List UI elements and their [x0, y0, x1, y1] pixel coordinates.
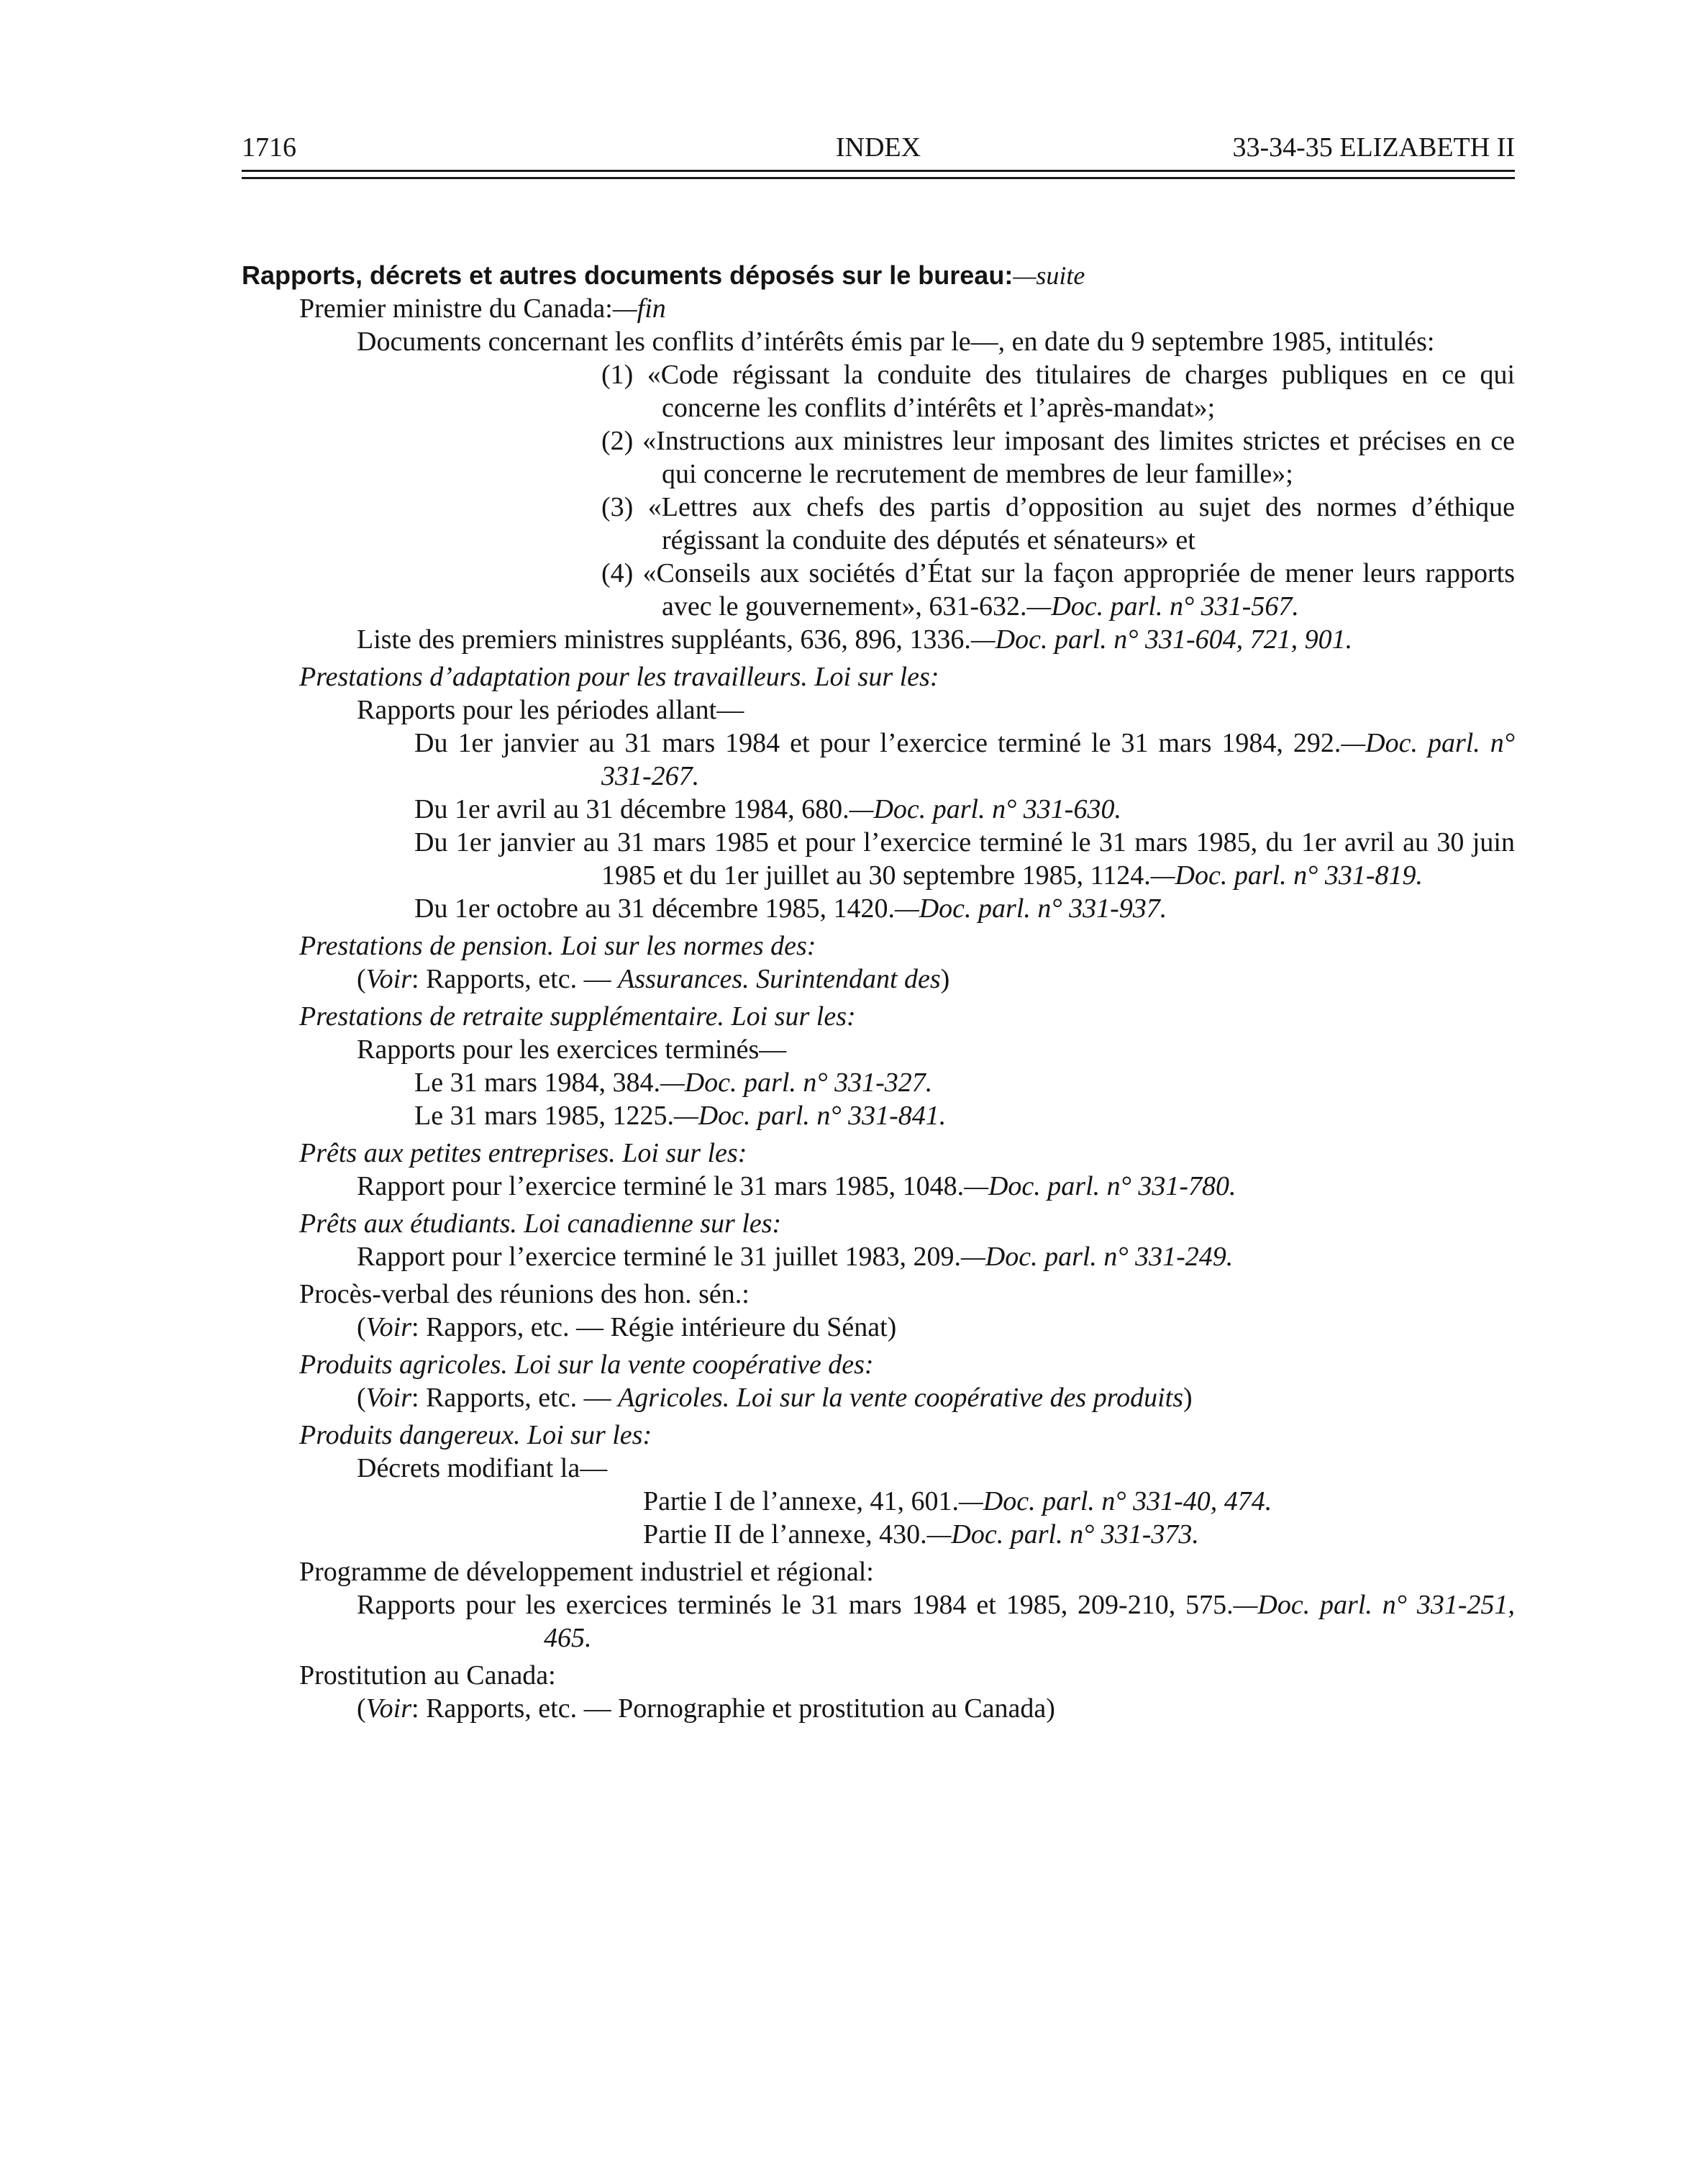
- entry-programme-developpement: [242, 1555, 1515, 1655]
- list-item: Du 1er octobre au 31 décembre 1985, 1420.—Doc. parl. n° 331-937.: [414, 893, 1167, 924]
- entry-proces-verbal: [242, 1278, 1515, 1344]
- entry-text: Rapport pour l’exercice terminé le 31 juillet 1983, 209.—Doc. parl. n° 331-249.: [357, 1242, 1234, 1272]
- entry-text: Liste des premiers ministres suppléants, 636, 896, 1336.—Doc. parl. n° 331-604, 721, 901.: [357, 624, 1353, 655]
- see-reference: (Voir: Rapports, etc. — Pornographie et prostitution au Canada): [357, 1693, 1055, 1724]
- entry-text: Décrets modifiant la—: [357, 1453, 608, 1483]
- entry-title: Programme de développement industriel et régional:: [299, 1557, 874, 1587]
- entry-title: Prestations de retraite supplémentaire. Loi sur les:: [299, 1001, 856, 1032]
- list-item: Partie I de l’annexe, 41, 601.—Doc. parl. n° 331-40, 474.: [643, 1486, 1272, 1516]
- entry-prestations-pension: [242, 929, 1515, 996]
- list-item: Le 31 mars 1984, 384.—Doc. parl. n° 331-327.: [414, 1068, 933, 1098]
- see-reference: (Voir: Rapports, etc. — Assurances. Surintendant des): [357, 964, 950, 994]
- index-content: [242, 259, 1515, 1729]
- list-item: Du 1er janvier au 31 mars 1984 et pour l’exercice terminé le 31 mars 1984, 292.—Doc. parl. n° 331-267.: [414, 728, 1515, 791]
- list-item: (2) «Instructions aux ministres leur imposant des limites strictes et précises en ce qui concerne le recrutement de membres de leur famille»;: [601, 426, 1515, 489]
- entry-text: Rapports pour les exercices terminés—: [357, 1034, 787, 1065]
- header-rule-bottom: [242, 177, 1515, 179]
- entry-title: Prêts aux étudiants. Loi canadienne sur les:: [299, 1209, 782, 1239]
- page-title: INDEX: [835, 132, 921, 163]
- list-item: (1) «Code régissant la conduite des titulaires de charges publiques en ce qui concerne les conflits d’intérêts et l’après-mandat»;: [601, 360, 1516, 423]
- entry-produits-agricoles: [242, 1348, 1515, 1414]
- entry-title: Produits dangereux. Loi sur les:: [299, 1420, 652, 1450]
- list-item: (4) «Conseils aux sociétés d’État sur la façon appropriée de mener leurs rapports avec le gouvernement», 631-632.—Doc. parl. n° 331-567.: [601, 558, 1515, 622]
- entry-title: Prêts aux petites entreprises. Loi sur les:: [299, 1138, 747, 1168]
- list-item: Du 1er janvier au 31 mars 1985 et pour l’exercice terminé le 31 mars 1985, du 1er avril au 30 juin 1985 et du 1er juillet au 30 septembre 1985, 1124.—Doc. parl. n° 331-819.: [414, 827, 1515, 891]
- entry-text: Rapports pour les exercices terminés le 31 mars 1984 et 1985, 209-210, 575.—Doc. parl. n° 331-251, 465.: [357, 1590, 1516, 1653]
- volume-label: 33-34-35 ELIZABETH II: [1232, 132, 1515, 163]
- section-heading: Rapports, décrets et autres documents déposés sur le bureau:—suite: [242, 260, 1085, 290]
- entry-prets-etudiants: [242, 1207, 1515, 1273]
- header-rule-top: [242, 170, 1515, 172]
- entry-produits-dangereux: [242, 1419, 1515, 1551]
- page-number: 1716: [242, 132, 296, 163]
- entry-text: Rapports pour les périodes allant—: [357, 695, 744, 725]
- entry-premier-ministre: [242, 292, 1515, 656]
- entry-prestations-adaptation: [242, 660, 1515, 925]
- see-reference: (Voir: Rapports, etc. — Agricoles. Loi sur la vente coopérative des produits): [357, 1383, 1193, 1413]
- list-item: Du 1er avril au 31 décembre 1984, 680.—Doc. parl. n° 331-630.: [414, 794, 1121, 824]
- entry-text: Documents concernant les conflits d’intérêts émis par le—, en date du 9 septembre 1985, intitulés:: [357, 327, 1435, 357]
- entry-text: Rapport pour l’exercice terminé le 31 mars 1985, 1048.—Doc. parl. n° 331-780.: [357, 1171, 1236, 1201]
- list-item: Le 31 mars 1985, 1225.—Doc. parl. n° 331-841.: [414, 1101, 947, 1131]
- entry-prostitution: [242, 1659, 1515, 1725]
- entry-prestations-retraite: [242, 1000, 1515, 1132]
- entry-title: Premier ministre du Canada:—fin: [299, 294, 666, 324]
- entry-title: Prostitution au Canada:: [299, 1660, 556, 1691]
- entry-title: Prestations d’adaptation pour les travailleurs. Loi sur les:: [299, 662, 939, 692]
- entry-title: Produits agricoles. Loi sur la vente coopérative des:: [299, 1350, 874, 1380]
- entry-title: Procès-verbal des réunions des hon. sén.:: [299, 1279, 750, 1309]
- entry-prets-petites-entreprises: [242, 1137, 1515, 1203]
- list-item: Partie II de l’annexe, 430.—Doc. parl. n° 331-373.: [643, 1519, 1199, 1550]
- see-reference: (Voir: Rappors, etc. — Régie intérieure du Sénat): [357, 1312, 897, 1342]
- entry-title: Prestations de pension. Loi sur les normes des:: [299, 931, 816, 961]
- list-item: (3) «Lettres aux chefs des partis d’opposition au sujet des normes d’éthique régissant la conduite des députés et sénateurs» et: [601, 492, 1515, 555]
- page-header: [242, 129, 1515, 165]
